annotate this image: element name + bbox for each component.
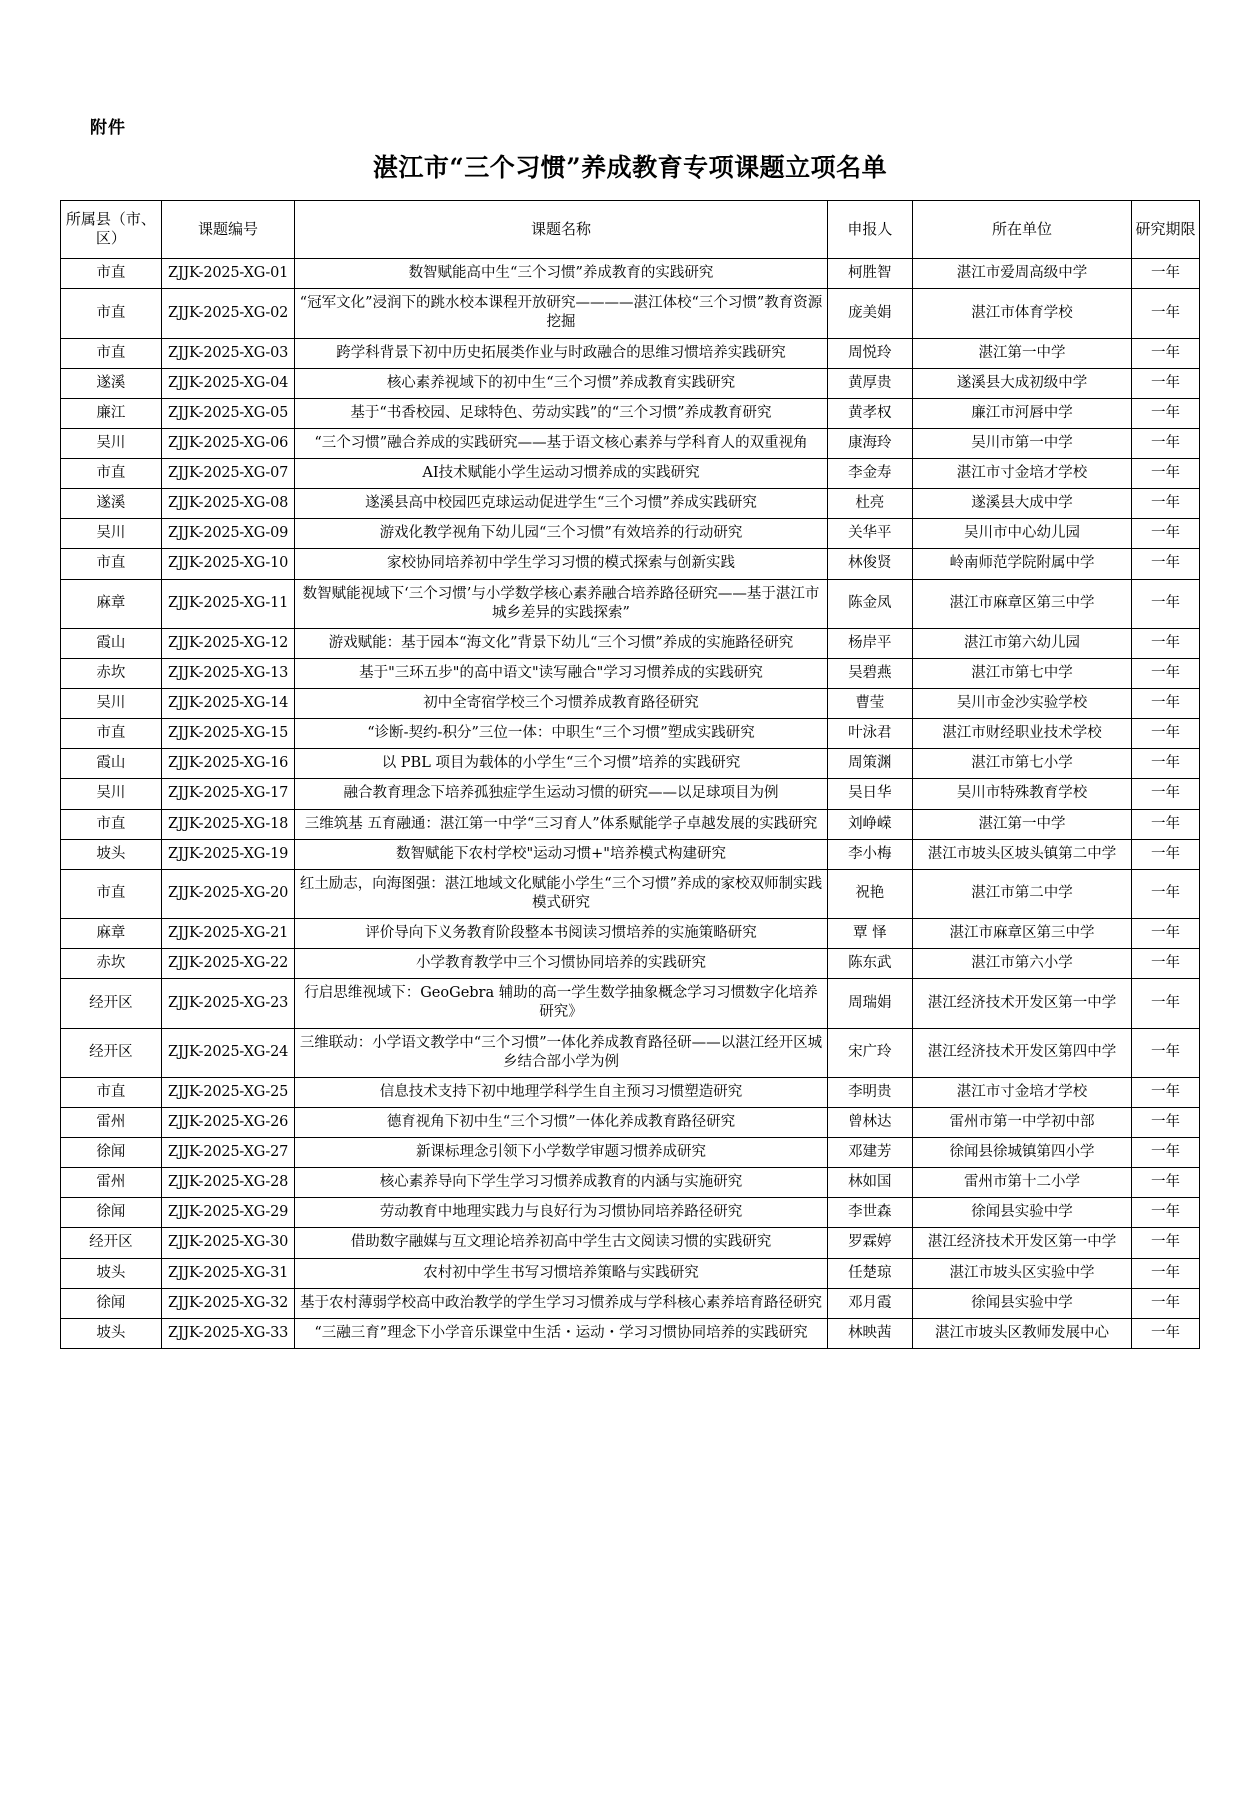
cell-term: 一年 bbox=[1132, 949, 1200, 979]
cell-unit: 徐闻县实验中学 bbox=[913, 1198, 1132, 1228]
cell-term: 一年 bbox=[1132, 1318, 1200, 1348]
cell-code: ZJJK-2025-XG-24 bbox=[161, 1028, 295, 1077]
cell-unit: 湛江经济技术开发区第四中学 bbox=[913, 1028, 1132, 1077]
cell-county: 雷州 bbox=[61, 1107, 162, 1137]
cell-title: 基于“书香校园、足球特色、劳动实践”的“三个习惯”养成教育研究 bbox=[295, 398, 827, 428]
table-row bbox=[61, 919, 1200, 949]
cell-term: 一年 bbox=[1132, 338, 1200, 368]
cell-term: 一年 bbox=[1132, 1168, 1200, 1198]
table-row bbox=[61, 489, 1200, 519]
cell-county: 徐闻 bbox=[61, 1198, 162, 1228]
column-header-unit: 所在单位 bbox=[913, 200, 1132, 259]
cell-code: ZJJK-2025-XG-27 bbox=[161, 1138, 295, 1168]
table-row bbox=[61, 869, 1200, 918]
cell-applicant: 覃 怿 bbox=[827, 919, 912, 949]
cell-applicant: 曹莹 bbox=[827, 689, 912, 719]
cell-code: ZJJK-2025-XG-15 bbox=[161, 719, 295, 749]
cell-term: 一年 bbox=[1132, 1288, 1200, 1318]
cell-code: ZJJK-2025-XG-33 bbox=[161, 1318, 295, 1348]
cell-code: ZJJK-2025-XG-08 bbox=[161, 489, 295, 519]
cell-county: 遂溪 bbox=[61, 489, 162, 519]
cell-code: ZJJK-2025-XG-06 bbox=[161, 428, 295, 458]
cell-unit: 湛江经济技术开发区第一中学 bbox=[913, 1228, 1132, 1258]
cell-applicant: 周瑞娟 bbox=[827, 979, 912, 1028]
cell-unit: 湛江市麻章区第三中学 bbox=[913, 919, 1132, 949]
table-row bbox=[61, 628, 1200, 658]
cell-code: ZJJK-2025-XG-11 bbox=[161, 579, 295, 628]
cell-county: 吴川 bbox=[61, 779, 162, 809]
cell-applicant: 庞美娟 bbox=[827, 289, 912, 338]
cell-title: 基于"三环五步"的高中语文"读写融合"学习习惯养成的实践研究 bbox=[295, 658, 827, 688]
table-body bbox=[61, 259, 1200, 1349]
cell-code: ZJJK-2025-XG-07 bbox=[161, 459, 295, 489]
cell-code: ZJJK-2025-XG-21 bbox=[161, 919, 295, 949]
cell-term: 一年 bbox=[1132, 289, 1200, 338]
cell-applicant: 杨岸平 bbox=[827, 628, 912, 658]
cell-applicant: 吴日华 bbox=[827, 779, 912, 809]
cell-county: 经开区 bbox=[61, 979, 162, 1028]
cell-county: 麻章 bbox=[61, 579, 162, 628]
table-row bbox=[61, 259, 1200, 289]
cell-term: 一年 bbox=[1132, 979, 1200, 1028]
cell-title: 跨学科背景下初中历史拓展类作业与时政融合的思维习惯培养实践研究 bbox=[295, 338, 827, 368]
table-row bbox=[61, 949, 1200, 979]
cell-county: 市直 bbox=[61, 869, 162, 918]
table-row bbox=[61, 289, 1200, 338]
cell-unit: 湛江第一中学 bbox=[913, 338, 1132, 368]
cell-county: 坡头 bbox=[61, 839, 162, 869]
table-row bbox=[61, 1028, 1200, 1077]
cell-term: 一年 bbox=[1132, 749, 1200, 779]
project-listing-table bbox=[60, 200, 1200, 1349]
cell-county: 市直 bbox=[61, 259, 162, 289]
cell-unit: 岭南师范学院附属中学 bbox=[913, 549, 1132, 579]
cell-unit: 湛江市体育学校 bbox=[913, 289, 1132, 338]
cell-title: 劳动教育中地理实践力与良好行为习惯协同培养路径研究 bbox=[295, 1198, 827, 1228]
cell-term: 一年 bbox=[1132, 779, 1200, 809]
cell-unit: 徐闻县徐城镇第四小学 bbox=[913, 1138, 1132, 1168]
cell-title: 小学教育教学中三个习惯协同培养的实践研究 bbox=[295, 949, 827, 979]
table-row bbox=[61, 579, 1200, 628]
cell-applicant: 杜亮 bbox=[827, 489, 912, 519]
column-header-code: 课题编号 bbox=[161, 200, 295, 259]
cell-code: ZJJK-2025-XG-10 bbox=[161, 549, 295, 579]
cell-code: ZJJK-2025-XG-23 bbox=[161, 979, 295, 1028]
cell-county: 经开区 bbox=[61, 1028, 162, 1077]
cell-unit: 湛江市第六幼儿园 bbox=[913, 628, 1132, 658]
cell-county: 雷州 bbox=[61, 1168, 162, 1198]
cell-applicant: 陈东武 bbox=[827, 949, 912, 979]
cell-unit: 徐闻县实验中学 bbox=[913, 1288, 1132, 1318]
cell-code: ZJJK-2025-XG-26 bbox=[161, 1107, 295, 1137]
cell-term: 一年 bbox=[1132, 459, 1200, 489]
cell-title: 数智赋能视域下‘三个习惯’与小学数学核心素养融合培养路径研究——基于湛江市城乡差异的实践探索” bbox=[295, 579, 827, 628]
cell-code: ZJJK-2025-XG-13 bbox=[161, 658, 295, 688]
cell-county: 市直 bbox=[61, 289, 162, 338]
cell-code: ZJJK-2025-XG-20 bbox=[161, 869, 295, 918]
cell-unit: 湛江市第七中学 bbox=[913, 658, 1132, 688]
cell-county: 徐闻 bbox=[61, 1138, 162, 1168]
cell-term: 一年 bbox=[1132, 919, 1200, 949]
cell-code: ZJJK-2025-XG-30 bbox=[161, 1228, 295, 1258]
attachment-label: 附件 bbox=[90, 118, 126, 138]
table-header bbox=[61, 200, 1200, 259]
cell-title: “三融三育”理念下小学音乐课堂中生活・运动・学习习惯协同培养的实践研究 bbox=[295, 1318, 827, 1348]
cell-applicant: 周策渊 bbox=[827, 749, 912, 779]
cell-unit: 湛江市坡头区教师发展中心 bbox=[913, 1318, 1132, 1348]
table-row bbox=[61, 719, 1200, 749]
cell-unit: 吴川市特殊教育学校 bbox=[913, 779, 1132, 809]
cell-county: 经开区 bbox=[61, 1228, 162, 1258]
cell-code: ZJJK-2025-XG-19 bbox=[161, 839, 295, 869]
cell-unit: 湛江市财经职业技术学校 bbox=[913, 719, 1132, 749]
cell-applicant: 李金寿 bbox=[827, 459, 912, 489]
cell-applicant: 黄厚贵 bbox=[827, 368, 912, 398]
cell-unit: 湛江市麻章区第三中学 bbox=[913, 579, 1132, 628]
cell-title: 数智赋能下农村学校"运动习惯+"培养模式构建研究 bbox=[295, 839, 827, 869]
cell-code: ZJJK-2025-XG-31 bbox=[161, 1258, 295, 1288]
cell-unit: 湛江市寸金培才学校 bbox=[913, 1077, 1132, 1107]
cell-county: 吴川 bbox=[61, 428, 162, 458]
cell-code: ZJJK-2025-XG-05 bbox=[161, 398, 295, 428]
table-row bbox=[61, 519, 1200, 549]
column-header-title: 课题名称 bbox=[295, 200, 827, 259]
cell-title: 游戏赋能：基于园本“海文化”背景下幼儿“三个习惯”养成的实施路径研究 bbox=[295, 628, 827, 658]
cell-county: 赤坎 bbox=[61, 949, 162, 979]
cell-title: 数智赋能高中生“三个习惯”养成教育的实践研究 bbox=[295, 259, 827, 289]
cell-unit: 湛江市爱周高级中学 bbox=[913, 259, 1132, 289]
cell-unit: 湛江市第七小学 bbox=[913, 749, 1132, 779]
cell-title: 农村初中学生书写习惯培养策略与实践研究 bbox=[295, 1258, 827, 1288]
table-row bbox=[61, 368, 1200, 398]
cell-term: 一年 bbox=[1132, 809, 1200, 839]
cell-county: 市直 bbox=[61, 338, 162, 368]
cell-applicant: 周悦玲 bbox=[827, 338, 912, 368]
cell-applicant: 李世森 bbox=[827, 1198, 912, 1228]
cell-code: ZJJK-2025-XG-01 bbox=[161, 259, 295, 289]
cell-title: 基于农村薄弱学校高中政治教学的学生学习习惯养成与学科核心素养培育路径研究 bbox=[295, 1288, 827, 1318]
cell-term: 一年 bbox=[1132, 1107, 1200, 1137]
table-row bbox=[61, 1258, 1200, 1288]
cell-title: AI技术赋能小学生运动习惯养成的实践研究 bbox=[295, 459, 827, 489]
cell-applicant: 刘峥嵘 bbox=[827, 809, 912, 839]
table-row bbox=[61, 398, 1200, 428]
cell-term: 一年 bbox=[1132, 259, 1200, 289]
cell-unit: 吴川市金沙实验学校 bbox=[913, 689, 1132, 719]
cell-term: 一年 bbox=[1132, 839, 1200, 869]
cell-code: ZJJK-2025-XG-09 bbox=[161, 519, 295, 549]
cell-county: 遂溪 bbox=[61, 368, 162, 398]
cell-term: 一年 bbox=[1132, 1228, 1200, 1258]
cell-unit: 吴川市中心幼儿园 bbox=[913, 519, 1132, 549]
cell-title: 信息技术支持下初中地理学科学生自主预习习惯塑造研究 bbox=[295, 1077, 827, 1107]
cell-title: 家校协同培养初中学生学习习惯的模式探索与创新实践 bbox=[295, 549, 827, 579]
cell-county: 吴川 bbox=[61, 689, 162, 719]
table-header-row bbox=[61, 200, 1200, 259]
cell-applicant: 祝艳 bbox=[827, 869, 912, 918]
cell-applicant: 陈金凤 bbox=[827, 579, 912, 628]
cell-code: ZJJK-2025-XG-12 bbox=[161, 628, 295, 658]
cell-applicant: 曾林达 bbox=[827, 1107, 912, 1137]
cell-county: 市直 bbox=[61, 1077, 162, 1107]
cell-code: ZJJK-2025-XG-14 bbox=[161, 689, 295, 719]
cell-applicant: 吴碧燕 bbox=[827, 658, 912, 688]
cell-term: 一年 bbox=[1132, 428, 1200, 458]
cell-term: 一年 bbox=[1132, 519, 1200, 549]
cell-applicant: 林如国 bbox=[827, 1168, 912, 1198]
table-row bbox=[61, 839, 1200, 869]
column-header-term: 研究期限 bbox=[1132, 200, 1200, 259]
cell-term: 一年 bbox=[1132, 719, 1200, 749]
cell-county: 廉江 bbox=[61, 398, 162, 428]
table-row bbox=[61, 1198, 1200, 1228]
cell-code: ZJJK-2025-XG-25 bbox=[161, 1077, 295, 1107]
table-row bbox=[61, 979, 1200, 1028]
cell-title: “三个习惯”融合养成的实践研究——基于语文核心素养与学科育人的双重视角 bbox=[295, 428, 827, 458]
cell-code: ZJJK-2025-XG-02 bbox=[161, 289, 295, 338]
cell-code: ZJJK-2025-XG-32 bbox=[161, 1288, 295, 1318]
cell-title: “冠军文化”浸润下的跳水校本课程开放研究————湛江体校“三个习惯”教育资源挖掘 bbox=[295, 289, 827, 338]
cell-title: 遂溪县高中校园匹克球运动促进学生“三个习惯”养成实践研究 bbox=[295, 489, 827, 519]
cell-term: 一年 bbox=[1132, 628, 1200, 658]
table-row bbox=[61, 338, 1200, 368]
cell-unit: 湛江市第六小学 bbox=[913, 949, 1132, 979]
cell-unit: 廉江市河唇中学 bbox=[913, 398, 1132, 428]
table-row bbox=[61, 549, 1200, 579]
cell-title: 以 PBL 项目为载体的小学生“三个习惯”培养的实践研究 bbox=[295, 749, 827, 779]
table-row bbox=[61, 1107, 1200, 1137]
table-row bbox=[61, 459, 1200, 489]
column-header-applicant: 申报人 bbox=[827, 200, 912, 259]
table-row bbox=[61, 1288, 1200, 1318]
cell-term: 一年 bbox=[1132, 689, 1200, 719]
cell-applicant: 邓月霞 bbox=[827, 1288, 912, 1318]
cell-title: 初中全寄宿学校三个习惯养成教育路径研究 bbox=[295, 689, 827, 719]
table-row bbox=[61, 809, 1200, 839]
cell-unit: 遂溪县大成中学 bbox=[913, 489, 1132, 519]
cell-applicant: 叶泳君 bbox=[827, 719, 912, 749]
cell-term: 一年 bbox=[1132, 398, 1200, 428]
cell-unit: 吴川市第一中学 bbox=[913, 428, 1132, 458]
cell-applicant: 罗霖婷 bbox=[827, 1228, 912, 1258]
cell-county: 吴川 bbox=[61, 519, 162, 549]
table-row bbox=[61, 779, 1200, 809]
cell-unit: 雷州市第十二小学 bbox=[913, 1168, 1132, 1198]
page-title: 湛江市“三个习惯”养成教育专项课题立项名单 bbox=[372, 153, 888, 183]
cell-applicant: 黄孝权 bbox=[827, 398, 912, 428]
cell-title: 核心素养视域下的初中生“三个习惯”养成教育实践研究 bbox=[295, 368, 827, 398]
cell-term: 一年 bbox=[1132, 1138, 1200, 1168]
cell-code: ZJJK-2025-XG-17 bbox=[161, 779, 295, 809]
cell-title: 新课标理念引领下小学数学审题习惯养成研究 bbox=[295, 1138, 827, 1168]
cell-county: 坡头 bbox=[61, 1318, 162, 1348]
table-row bbox=[61, 428, 1200, 458]
table-row bbox=[61, 1077, 1200, 1107]
cell-term: 一年 bbox=[1132, 1028, 1200, 1077]
cell-title: “诊断-契约-积分”三位一体：中职生“三个习惯”塑成实践研究 bbox=[295, 719, 827, 749]
cell-applicant: 林俊贤 bbox=[827, 549, 912, 579]
cell-unit: 湛江第一中学 bbox=[913, 809, 1132, 839]
cell-applicant: 任楚琼 bbox=[827, 1258, 912, 1288]
cell-term: 一年 bbox=[1132, 579, 1200, 628]
cell-code: ZJJK-2025-XG-03 bbox=[161, 338, 295, 368]
cell-title: 德育视角下初中生“三个习惯”一体化养成教育路径研究 bbox=[295, 1107, 827, 1137]
cell-county: 霞山 bbox=[61, 628, 162, 658]
cell-county: 徐闻 bbox=[61, 1288, 162, 1318]
cell-title: 核心素养导向下学生学习习惯养成教育的内涵与实施研究 bbox=[295, 1168, 827, 1198]
cell-term: 一年 bbox=[1132, 1258, 1200, 1288]
cell-code: ZJJK-2025-XG-28 bbox=[161, 1168, 295, 1198]
cell-term: 一年 bbox=[1132, 489, 1200, 519]
cell-applicant: 宋广玲 bbox=[827, 1028, 912, 1077]
cell-unit: 湛江市寸金培才学校 bbox=[913, 459, 1132, 489]
cell-title: 融合教育理念下培养孤独症学生运动习惯的研究——以足球项目为例 bbox=[295, 779, 827, 809]
table-row bbox=[61, 1138, 1200, 1168]
cell-applicant: 李明贵 bbox=[827, 1077, 912, 1107]
cell-county: 市直 bbox=[61, 809, 162, 839]
cell-code: ZJJK-2025-XG-29 bbox=[161, 1198, 295, 1228]
cell-unit: 湛江市坡头区坡头镇第二中学 bbox=[913, 839, 1132, 869]
cell-county: 霞山 bbox=[61, 749, 162, 779]
cell-title: 三维联动：小学语文教学中“三个习惯”一体化养成教育路径研——以湛江经开区城乡结合部小学为例 bbox=[295, 1028, 827, 1077]
cell-code: ZJJK-2025-XG-16 bbox=[161, 749, 295, 779]
cell-county: 市直 bbox=[61, 549, 162, 579]
cell-term: 一年 bbox=[1132, 368, 1200, 398]
table-row bbox=[61, 689, 1200, 719]
table-row bbox=[61, 1228, 1200, 1258]
column-header-county: 所属县（市、区） bbox=[61, 200, 162, 259]
cell-title: 游戏化教学视角下幼儿园“三个习惯”有效培养的行动研究 bbox=[295, 519, 827, 549]
table-row bbox=[61, 749, 1200, 779]
cell-county: 麻章 bbox=[61, 919, 162, 949]
cell-applicant: 邓建芳 bbox=[827, 1138, 912, 1168]
cell-applicant: 柯胜智 bbox=[827, 259, 912, 289]
cell-code: ZJJK-2025-XG-04 bbox=[161, 368, 295, 398]
cell-title: 三维筑基 五育融通：湛江第一中学“三习育人”体系赋能学子卓越发展的实践研究 bbox=[295, 809, 827, 839]
cell-title: 借助数字融媒与互文理论培养初高中学生古文阅读习惯的实践研究 bbox=[295, 1228, 827, 1258]
cell-title: 红土励志，向海图强：湛江地域文化赋能小学生“三个习惯”养成的家校双师制实践模式研究 bbox=[295, 869, 827, 918]
cell-applicant: 康海玲 bbox=[827, 428, 912, 458]
cell-unit: 湛江经济技术开发区第一中学 bbox=[913, 979, 1132, 1028]
cell-applicant: 李小梅 bbox=[827, 839, 912, 869]
cell-term: 一年 bbox=[1132, 1198, 1200, 1228]
cell-term: 一年 bbox=[1132, 1077, 1200, 1107]
cell-term: 一年 bbox=[1132, 549, 1200, 579]
cell-title: 行启思维视域下：GeoGebra 辅助的高一学生数学抽象概念学习习惯数字化培养研究》 bbox=[295, 979, 827, 1028]
cell-applicant: 关华平 bbox=[827, 519, 912, 549]
cell-unit: 湛江市坡头区实验中学 bbox=[913, 1258, 1132, 1288]
cell-county: 市直 bbox=[61, 459, 162, 489]
cell-code: ZJJK-2025-XG-22 bbox=[161, 949, 295, 979]
cell-county: 坡头 bbox=[61, 1258, 162, 1288]
cell-unit: 遂溪县大成初级中学 bbox=[913, 368, 1132, 398]
cell-unit: 雷州市第一中学初中部 bbox=[913, 1107, 1132, 1137]
cell-term: 一年 bbox=[1132, 658, 1200, 688]
cell-term: 一年 bbox=[1132, 869, 1200, 918]
cell-county: 赤坎 bbox=[61, 658, 162, 688]
table-row bbox=[61, 1318, 1200, 1348]
cell-code: ZJJK-2025-XG-18 bbox=[161, 809, 295, 839]
table-row bbox=[61, 658, 1200, 688]
cell-county: 市直 bbox=[61, 719, 162, 749]
cell-applicant: 林映茜 bbox=[827, 1318, 912, 1348]
cell-unit: 湛江市第二中学 bbox=[913, 869, 1132, 918]
cell-title: 评价导向下义务教育阶段整本书阅读习惯培养的实施策略研究 bbox=[295, 919, 827, 949]
table-row bbox=[61, 1168, 1200, 1198]
